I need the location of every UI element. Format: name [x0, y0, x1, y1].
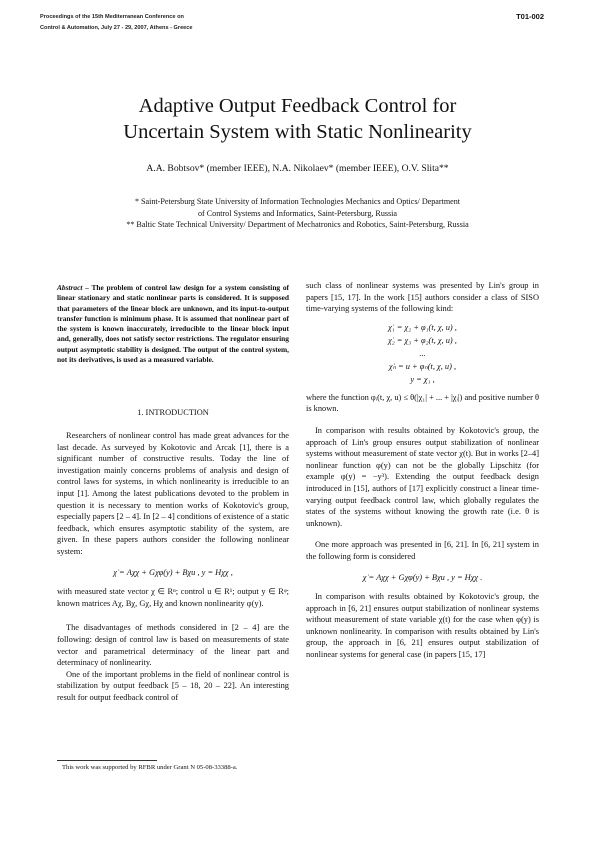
right-column: [306, 280, 539, 661]
system-eq-3: ...: [419, 348, 426, 358]
intro-paragraph-1: Researchers of nonlinear control has made great advances for the last decade. As surveyed by Kokotovic and Arcak [1], there is a significant number of constructive results. Today the line of investigation mainly concerns problems of analysis and design of control laws for systems, in which nonlinearity is irreducible to an input [1]. Among the latest publications devoted to the problem in question it is necessary to mention works of Kokotovic's group, especially papers [2 – 4]. In [2 – 4] conditions of existence of a static feedback, which ensures asymptotic stability of the system, are given. In these papers authors consider the following nonlinear system:: [57, 431, 289, 556]
conference-header: [40, 12, 193, 34]
system-eq-5: y = χ₁ ,: [410, 374, 435, 384]
affiliation-1-cont: of Control Systems and Informatics, Saint-Petersburg, Russia: [197, 208, 398, 218]
intro-paragraph-4: One of the important problems in the field of nonlinear control is stabilization by output feedback [5 – 18, 20 – 22]. An interesting result for output feedback control of: [57, 669, 289, 702]
section-heading: 1. INTRODUCTION: [137, 408, 209, 417]
system-equations: [306, 321, 539, 386]
title-line-2: Uncertain System with Static Nonlinearity: [123, 121, 472, 143]
title-line-1: Adaptive Output Feedback Control for: [138, 95, 457, 117]
authors: A.A. Bobtsov* (member IEEE), N.A. Nikolaev* (member IEEE), O.V. Slita**: [146, 163, 449, 174]
affiliation-2: ** Baltic State Technical University/ Department of Mechatronics and Robotics, Saint-Petersburg, Russia: [126, 220, 469, 229]
footnote-rule: [57, 760, 157, 761]
equation-2: χ̇ = Aχχ + Gχφ(y) + Bχu , y = Hχχ .: [362, 572, 483, 582]
intro-paragraph-2: with measured state vector χ ∈ Rⁿ; control u ∈ R¹; output y ∈ Rᵠ; known matrices Aχ, Bχ, Gχ, Hχ and known nonlinearity φ(y).: [57, 587, 289, 608]
paper-id: T01-002: [516, 12, 544, 21]
system-eq-2: χ̇₂ = χ₃ + φ₂(t, χ, u) ,: [388, 335, 457, 345]
affiliation-1: * Saint-Petersburg State University of Information Technologies Mechanics and Optics/ Department: [134, 197, 461, 206]
abstract-text: – The problem of control law design for a system consisting of linear stationary and static nonlinear parts is considered. It is supposed that parameters of the linear block are unknown, and its input-to-output transfer function is minimum phase. It is assumed that nonlinear part of the system is known inaccurately, irreducible to the linear block input and, generally, does not satisfy sector restrictions. The regulator ensuring output asymptotic stability is designed. The output of the control system, not its derivatives, is used as a measured variable.: [57, 283, 289, 365]
right-paragraph-2: where the function φᵢ(t, χ, u) ≤ θ(|χ₁| + ... + |χᵢ|) and positive number θ is known.: [306, 392, 539, 414]
system-eq-1: χ̇₁ = χ₂ + φ₁(t, χ, u) ,: [388, 322, 457, 332]
left-column: [57, 430, 289, 703]
conference-line-2: Control & Automation, July 27 - 29, 2007, Athens - Greece: [40, 25, 193, 31]
system-eq-4: χ̇ₙ = u + φₙ(t, χ, u) ,: [388, 361, 457, 371]
affiliations: [0, 196, 595, 231]
right-paragraph-5: In comparison with results obtained by Kokotovic's group, the approach in [6, 21] ensures output stabilization of nonlinear systems without measurement of state variable χ(t) for the case when φ(y) is unknown nonlinearity. In comparison with results obtained by Lin's group, the approach in [6, 21] ensures output stabilization of nonlinear systems for general case (in papers [15, 17]: [306, 592, 539, 660]
paper-title: [0, 93, 595, 145]
right-paragraph-4: One more approach was presented in [6, 21]. In [6, 21] system in the following form is considered: [306, 540, 539, 561]
abstract-label: Abstract: [57, 283, 83, 292]
right-paragraph-1: such class of nonlinear systems was presented by Lin's group in papers [15, 17]. In the work [15] authors consider a class of SISO time-varying systems of the following kind:: [306, 281, 539, 314]
intro-paragraph-3: The disadvantages of methods considered in [2 – 4] are the following: design of control law is based on measurements of state vector and parametrical determinacy of the linear part and determinacy of nonlinearity.: [57, 623, 289, 668]
conference-line-1: Proceedings of the 15th Mediterranean Conference on: [40, 14, 184, 20]
abstract: [57, 283, 289, 365]
equation-1: χ̇ = Aχχ + Gχφ(y) + Bχu , y = Hχχ ,: [113, 567, 233, 577]
right-paragraph-3: In comparison with results obtained by Kokotovic's group, the approach of Lin's group ensures output stabilization of nonlinear systems without measurement of state vector χ(t). But in works [2–4] nonlinear function φ(y) can not be the globally Lipschitz (for example φ(y) = −y³). Extending the output feedback design introduced in [15], authors of [17] explicitly construct a linear time-varying output feedback control law, which globally regulates the states of the systems without knowing the growth rate (i.e. θ is unknown).: [306, 425, 539, 528]
footnote: This work was supported by RFBR under Grant N 05-08-33388-a.: [62, 764, 238, 771]
